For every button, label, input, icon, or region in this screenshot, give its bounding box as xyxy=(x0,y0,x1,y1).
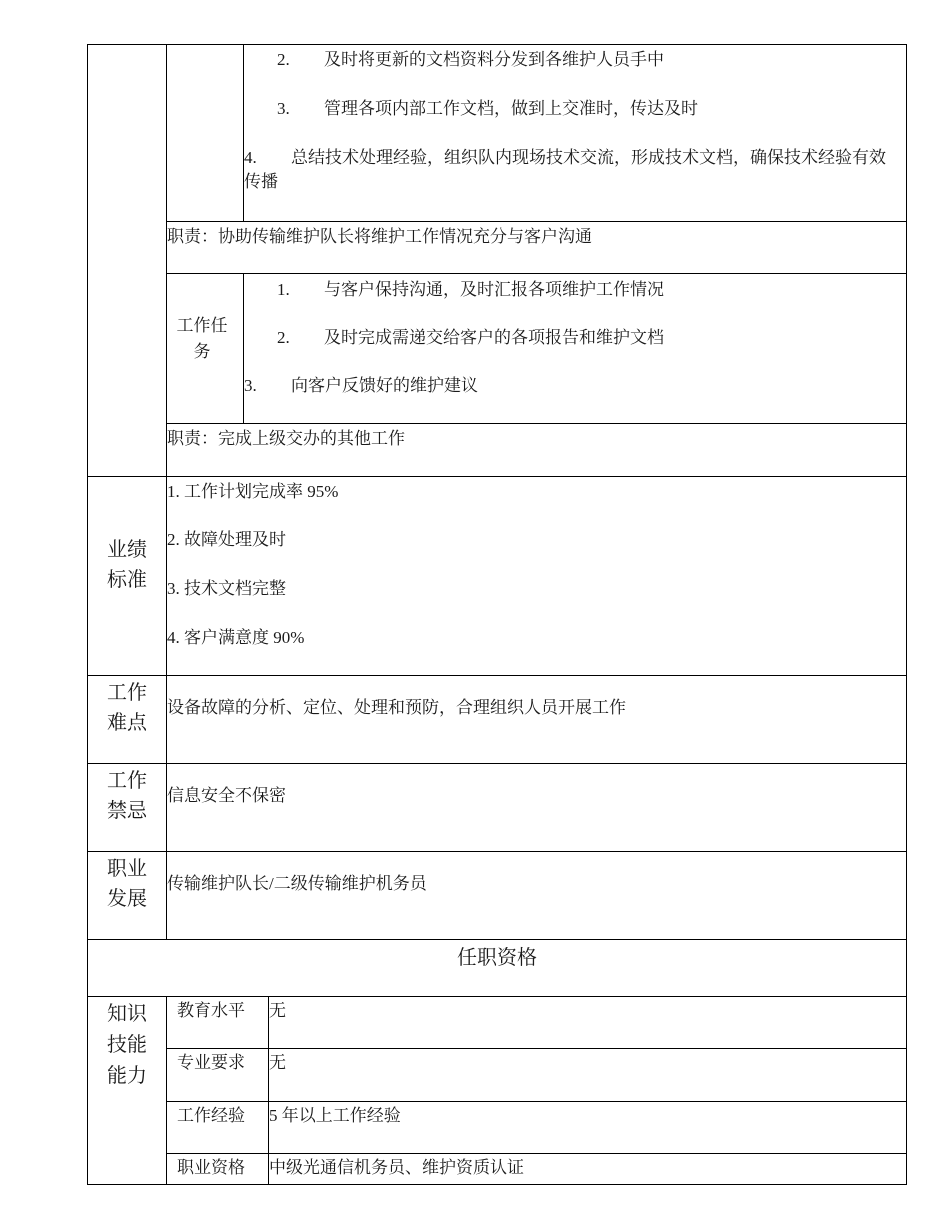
career-label: 职业发展 xyxy=(107,858,147,910)
row-line xyxy=(166,221,907,222)
qualification-value: 无 xyxy=(269,1001,286,1020)
performance-item: 1. 工作计划完成率 95% xyxy=(167,482,339,501)
row-line xyxy=(166,1101,907,1102)
col-divider-task-a xyxy=(243,44,244,222)
qualification-value: 5 年以上工作经验 xyxy=(269,1106,401,1125)
qualification-value: 中级光通信机务员、维护资质认证 xyxy=(269,1158,524,1177)
task-item: 1. 与客户保持沟通，及时汇报各项维护工作情况 xyxy=(277,280,664,299)
row-line xyxy=(87,851,907,852)
difficulty-label: 工作难点 xyxy=(107,682,147,734)
difficulty-text: 设备故障的分析、定位、处理和预防，合理组织人员开展工作 xyxy=(167,698,626,717)
qualification-key: 工作经验 xyxy=(177,1106,245,1125)
taboo-label: 工作禁忌 xyxy=(107,770,147,822)
col-divider-task-b xyxy=(243,274,244,424)
qualifications-label: 知识技能能力 xyxy=(107,1003,147,1087)
career-text: 传输维护队长/二级传输维护机务员 xyxy=(167,874,427,893)
task-label: 工作任务 xyxy=(176,316,228,361)
performance-item: 4. 客户满意度 90% xyxy=(167,628,305,647)
row-line xyxy=(166,273,907,274)
task-item: 3. 管理各项内部工作文档，做到上交准时，传达及时 xyxy=(277,99,698,118)
row-line xyxy=(166,423,907,424)
col-divider-1b xyxy=(166,996,167,1185)
qualification-value: 无 xyxy=(269,1053,286,1072)
duty-text: 职责：完成上级交办的其他工作 xyxy=(167,429,405,448)
performance-item: 3. 技术文档完整 xyxy=(167,579,286,598)
qualification-key: 教育水平 xyxy=(177,1001,245,1020)
performance-label: 业绩标准 xyxy=(107,539,147,591)
row-line xyxy=(166,1048,907,1049)
row-line xyxy=(87,939,907,940)
task-item: 4. 总结技术处理经验，组织队内现场技术交流，形成技术文档，确保技术经验有效传播 xyxy=(244,148,886,191)
task-item: 2. 及时将更新的文档资料分发到各维护人员手中 xyxy=(277,50,664,69)
row-line xyxy=(166,1153,907,1154)
performance-item: 2. 故障处理及时 xyxy=(167,530,286,549)
row-line xyxy=(87,675,907,676)
qualification-key: 专业要求 xyxy=(177,1053,245,1072)
qualifications-heading: 任职资格 xyxy=(457,947,537,969)
row-line xyxy=(87,763,907,764)
taboo-text: 信息安全不保密 xyxy=(167,786,286,805)
row-line xyxy=(87,996,907,997)
task-item: 2. 及时完成需递交给客户的各项报告和维护文档 xyxy=(277,328,664,347)
qualification-key: 职业资格 xyxy=(177,1158,245,1177)
duty-text: 职责：协助传输维护队长将维护工作情况充分与客户沟通 xyxy=(167,227,592,246)
row-line xyxy=(87,476,907,477)
task-item: 3. 向客户反馈好的维护建议 xyxy=(244,376,478,395)
